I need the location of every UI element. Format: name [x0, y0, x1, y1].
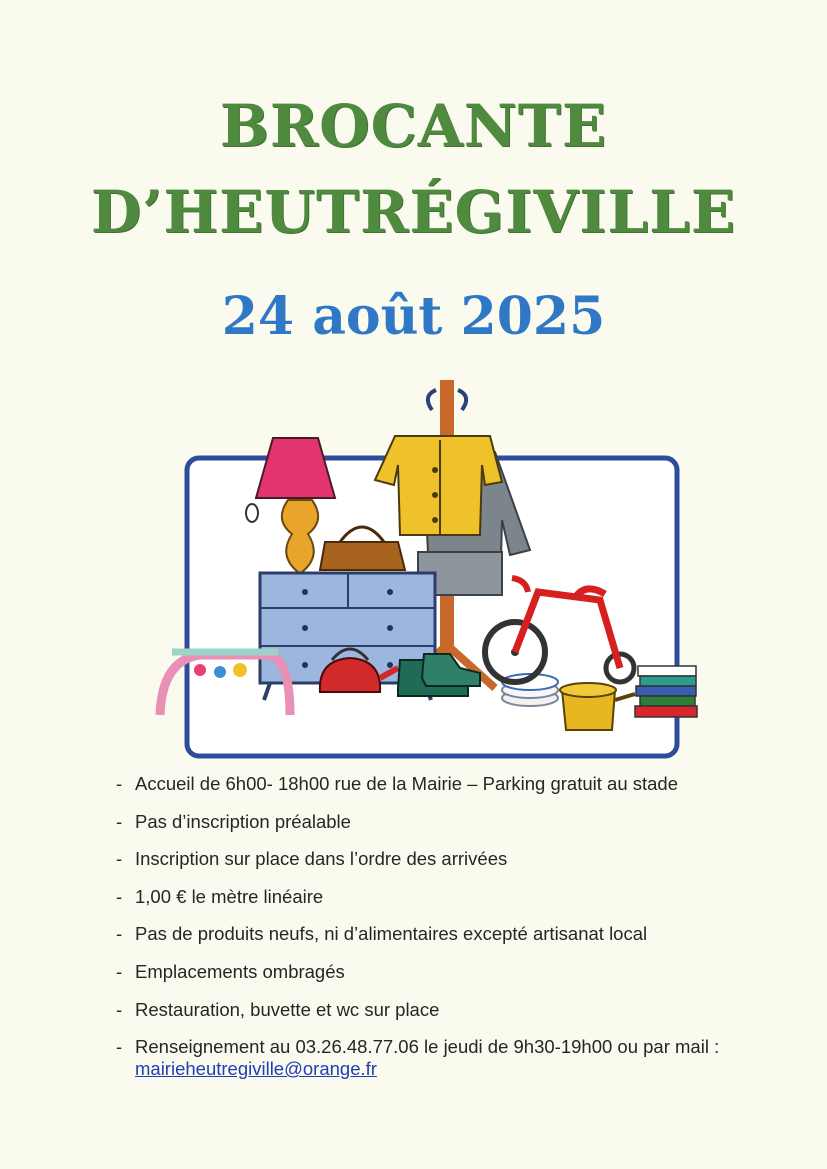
contact-text: Renseignement au 03.26.48.77.06 le jeudi de 9h30-19h00 ou par mail : — [135, 1036, 720, 1058]
books-icon — [635, 666, 697, 717]
contact-email-link[interactable]: mairieheutregiville@orange.fr — [135, 1058, 377, 1080]
info-item-hours: - Accueil de 6h00- 18h00 rue de la Mairie – Parking gratuit au stade — [116, 773, 796, 795]
info-list — [116, 773, 796, 1096]
brocante-illustration — [150, 370, 710, 765]
info-item-price: - 1,00 € le mètre linéaire — [116, 886, 796, 908]
info-item-products: - Pas de produits neufs, ni d’alimentaires excepté artisanat local — [116, 923, 796, 945]
info-item-catering: - Restauration, buvette et wc sur place — [116, 999, 796, 1021]
info-item-contact — [116, 1036, 796, 1080]
info-item-shade: - Emplacements ombragés — [116, 961, 796, 983]
info-item-registration: - Pas d’inscription préalable — [116, 811, 796, 833]
event-date: 24 août 2025 — [221, 286, 606, 347]
title-line-1: BROCANTE — [219, 92, 608, 160]
info-item-onsite-registration: - Inscription sur place dans l’ordre des arrivées — [116, 848, 796, 870]
title-line-2: D’HEUTRÉGIVILLE — [90, 178, 737, 246]
